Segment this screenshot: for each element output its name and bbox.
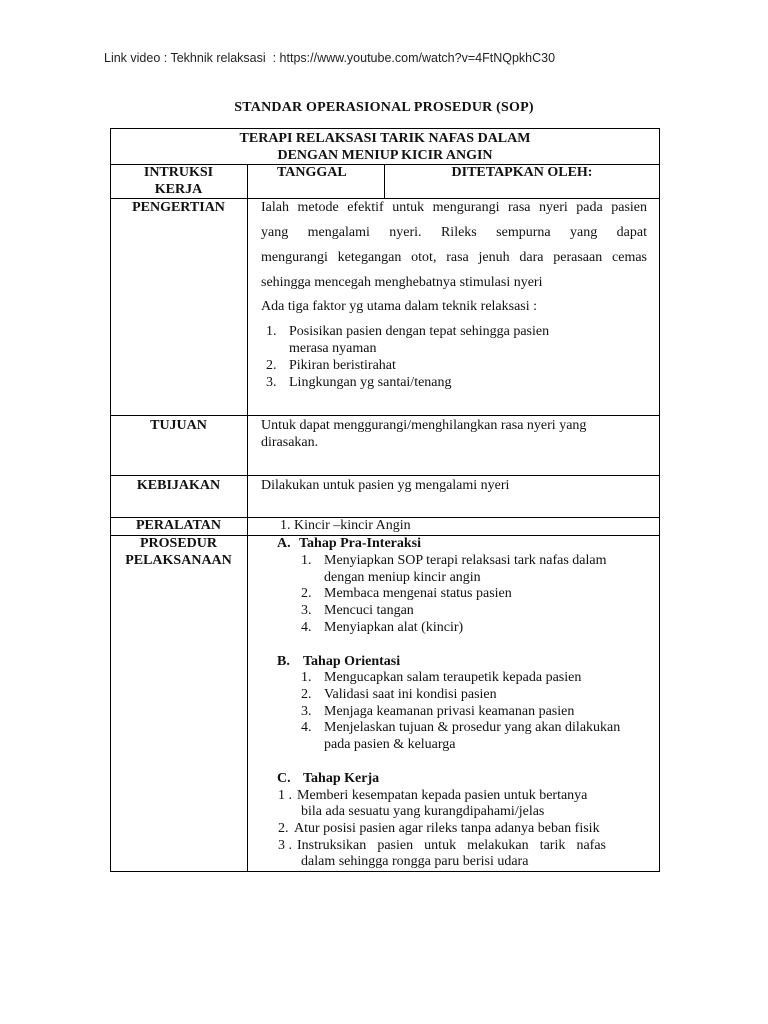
peralatan-text: 1. Kincir –kincir Angin xyxy=(280,518,411,533)
column-divider xyxy=(247,164,248,872)
step-text: Mencuci tangan xyxy=(324,603,414,618)
step-text: Validasi saat ini kondisi pasien xyxy=(324,687,497,702)
factor-number: 3. xyxy=(266,375,277,390)
factors-intro: Ada tiga faktor yg utama dalam teknik relaksasi : xyxy=(261,299,538,314)
step-number: 2. xyxy=(301,687,312,702)
table-heading: TERAPI RELAKSASI TARIK NAFAS DALAM xyxy=(239,131,531,146)
pengertian-line: sehingga mencegah menghebatnya stimulasi nyeri xyxy=(261,275,543,290)
document-title: STANDAR OPERASIONAL PROSEDUR (SOP) xyxy=(234,100,534,115)
video-link-text[interactable]: Link video : Tekhnik relaksasi : https://www.youtube.com/watch?v=4FtNQpkhC30 xyxy=(104,51,556,65)
step-text: Menyiapkan alat (kincir) xyxy=(324,620,464,635)
section-letter: B. xyxy=(277,654,290,669)
section-letter: A. xyxy=(277,536,291,551)
step-text: bila ada sesuatu yang kurangdipahami/jelas xyxy=(301,804,545,819)
pengertian-line: yang mengalami nyeri. Rileks sempurna yang dapat xyxy=(261,225,647,240)
section-title: Tahap Orientasi xyxy=(303,654,401,669)
step-text: pada pasien & keluarga xyxy=(324,737,456,752)
step-text: Memberi kesempatan kepada pasien untuk bertanya xyxy=(297,788,588,803)
step-text: Menyiapkan SOP terapi relaksasi tark nafas dalam xyxy=(324,553,607,568)
step-text: dalam sehingga rongga paru berisi udara xyxy=(301,854,529,869)
step-text: dengan meniup kincir angin xyxy=(324,570,481,585)
header-tanggal: TANGGAL xyxy=(277,165,347,180)
header-instruksi: INTRUKSI xyxy=(143,165,214,180)
step-number: 4. xyxy=(301,720,312,735)
factor-text: Posisikan pasien dengan tepat sehingga pasien xyxy=(289,324,550,339)
label-peralatan: PERALATAN xyxy=(135,518,222,533)
factor-text: merasa nyaman xyxy=(289,341,377,356)
factor-number: 1. xyxy=(266,324,277,339)
step-text: Membaca mengenai status pasien xyxy=(324,586,512,601)
step-number: 1. xyxy=(301,553,312,568)
row-divider xyxy=(110,415,660,416)
header-ditetapkan: DITETAPKAN OLEH: xyxy=(451,165,593,180)
section-title: Tahap Pra-Interaksi xyxy=(299,536,422,551)
kebijakan-text: Dilakukan untuk pasien yg mengalami nyeri xyxy=(261,478,510,493)
step-number: 2. xyxy=(301,586,312,601)
label-prosedur: PROSEDUR xyxy=(139,536,217,551)
step-number: 3. xyxy=(301,704,312,719)
label-prosedur: PELAKSANAAN xyxy=(125,553,232,568)
pengertian-line: mengurangi ketegangan otot, rasa jenuh dara perasaan cemas xyxy=(261,250,647,265)
pengertian-line: Ialah metode efektif untuk mengurangi rasa nyeri pada pasien xyxy=(261,200,647,215)
step-number: 3 . xyxy=(278,838,292,853)
header-instruksi: KERJA xyxy=(154,182,203,197)
label-tujuan: TUJUAN xyxy=(150,418,207,433)
step-number: 2. xyxy=(278,821,289,836)
step-text: Mengucapkan salam teraupetik kepada pasien xyxy=(324,670,582,685)
factor-text: Lingkungan yg santai/tenang xyxy=(289,375,452,390)
step-text: Menjaga keamanan privasi keamanan pasien xyxy=(324,704,575,719)
section-letter: C. xyxy=(277,771,291,786)
label-pengertian: PENGERTIAN xyxy=(132,200,225,215)
step-number: 1. xyxy=(301,670,312,685)
factor-number: 2. xyxy=(266,358,277,373)
label-kebijakan: KEBIJAKAN xyxy=(136,478,221,493)
step-text: Instruksikan pasien untuk melakukan tarik nafas xyxy=(297,838,606,853)
tujuan-line: Untuk dapat menggurangi/menghilangkan rasa nyeri yang xyxy=(261,418,587,433)
step-number: 1 . xyxy=(278,788,292,803)
table-heading: DENGAN MENIUP KICIR ANGIN xyxy=(277,148,493,163)
section-title: Tahap Kerja xyxy=(303,771,380,786)
step-text: Menjelaskan tujuan & prosedur yang akan dilakukan xyxy=(324,720,621,735)
step-text: Atur posisi pasien agar rileks tanpa adanya beban fisik xyxy=(294,821,600,836)
step-number: 3. xyxy=(301,603,312,618)
step-number: 4. xyxy=(301,620,312,635)
tujuan-line: dirasakan. xyxy=(261,435,319,450)
row-divider xyxy=(110,475,660,476)
factor-text: Pikiran beristirahat xyxy=(289,358,396,373)
